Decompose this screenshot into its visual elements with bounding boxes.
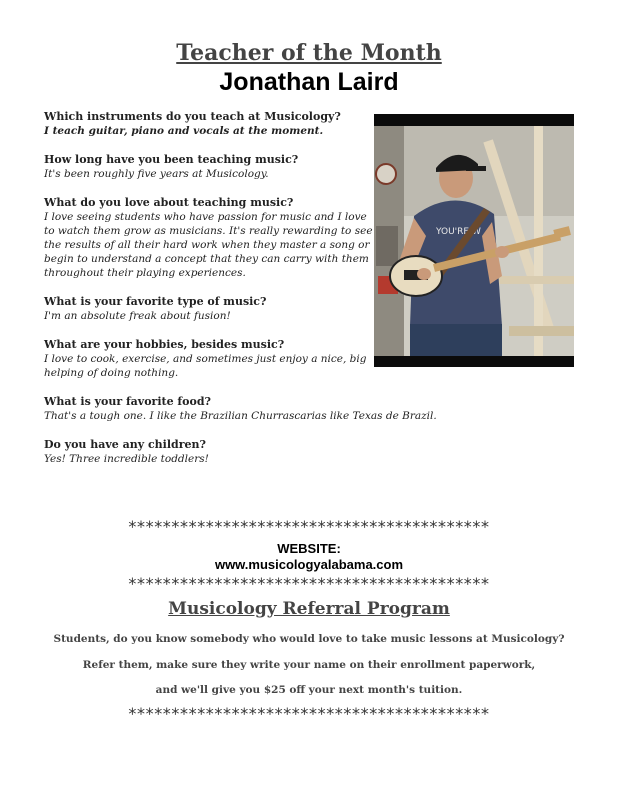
qa-answer: Yes! Three incredible toddlers! [44,453,209,465]
website-link[interactable]: www.musicologyalabama.com [214,557,404,572]
qa-question: What is your favorite food? [44,395,211,408]
qa-item [44,438,374,466]
website-label: WEBSITE: [277,541,341,556]
qa-item [44,110,374,138]
separator-top: ****************************************** [128,517,490,536]
qa-answer: I teach guitar, piano and vocals at the moment. [44,125,324,137]
qa-answer: I love seeing students who have passion for music and I love to watch them grow as musicians. It's really rewarding to see the results of all their hard work when they master a song or begin to understand a concept that they can carry with them throughout their playing experiences. [44,211,373,279]
separator-middle: ****************************************** [128,574,490,593]
qa-question: What do you love about teaching music? [44,196,294,209]
qa-question: Which instruments do you teach at Musicology? [44,110,341,123]
separator-bottom: ****************************************** [128,704,490,723]
qa-question: Do you have any children? [44,438,206,451]
referral-title: Musicology Referral Program [168,599,450,619]
qa-item [44,395,437,423]
shirt-print: YOU'RE W [436,227,481,237]
teacher-photo [374,114,574,367]
qa-question: How long have you been teaching music? [44,153,299,166]
qa-question: What are your hobbies, besides music? [44,338,285,351]
referral-line: and we'll give you $25 off your next month's tuition. [155,684,463,696]
referral-line: Students, do you know somebody who would love to take music lessons at Musicology? [53,633,565,645]
qa-item [44,196,374,280]
qa-answer: It's been roughly five years at Musicology. [44,168,269,180]
teacher-name: Jonathan Laird [219,68,399,96]
qa-question: What is your favorite type of music? [44,295,267,308]
referral-line: Refer them, make sure they write your name on their enrollment paperwork, [82,659,536,671]
qa-item [44,295,374,323]
interview-list [44,110,437,481]
qa-answer: That's a tough one. I like the Brazilian Churrascarias like Texas de Brazil. [44,410,437,422]
teacher-photo-illustration [374,126,574,356]
qa-item [44,153,374,181]
qa-item [44,338,374,380]
page-title: Teacher of the Month [176,40,442,66]
qa-answer: I love to cook, exercise, and sometimes just enjoy a nice, big helping of doing nothing. [44,353,367,379]
qa-answer: I'm an absolute freak about fusion! [44,310,231,322]
